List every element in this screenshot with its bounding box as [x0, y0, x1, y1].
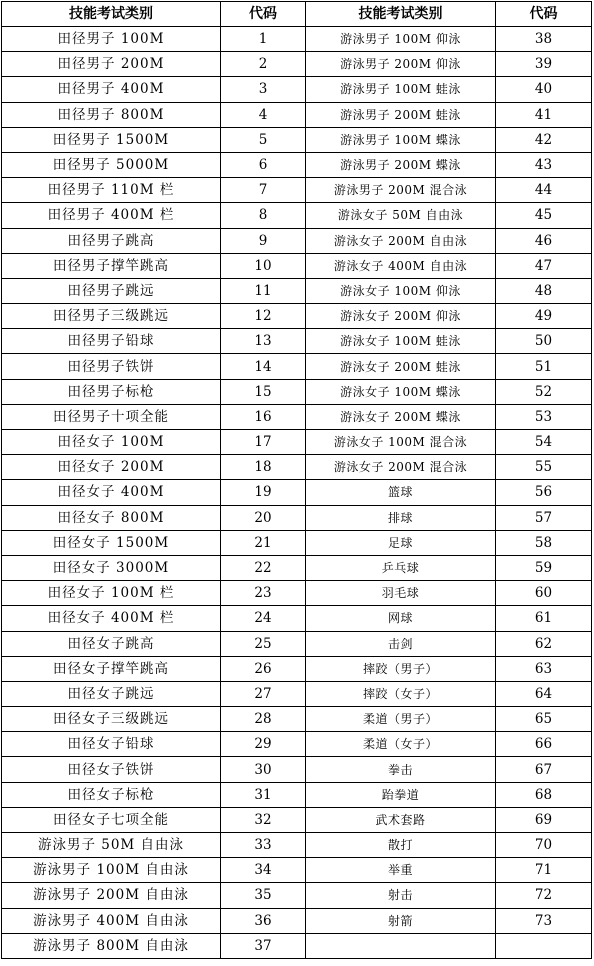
- category-cell-right: 游泳男子 100M 蝶泳: [306, 127, 496, 152]
- table-row: [2, 178, 592, 203]
- category-cell-left: 田径男子 100M: [2, 27, 221, 52]
- code-cell-right: [496, 933, 592, 958]
- code-cell-right: 54: [496, 430, 592, 455]
- code-cell-right: 40: [496, 77, 592, 102]
- code-cell-right: 52: [496, 379, 592, 404]
- code-cell-right: 51: [496, 354, 592, 379]
- category-cell-left: 田径男子三级跳远: [2, 304, 221, 329]
- table-row: [2, 757, 592, 782]
- table-row: [2, 455, 592, 480]
- category-cell-right: 击剑: [306, 631, 496, 656]
- category-cell-right: 柔道（男子）: [306, 707, 496, 732]
- code-cell-left: 32: [221, 807, 306, 832]
- code-cell-left: 12: [221, 304, 306, 329]
- code-cell-left: 29: [221, 732, 306, 757]
- code-cell-right: 71: [496, 858, 592, 883]
- code-cell-left: 2: [221, 52, 306, 77]
- category-cell-left: 田径女子标枪: [2, 782, 221, 807]
- code-cell-left: 37: [221, 933, 306, 958]
- table-row: [2, 858, 592, 883]
- header-code-right: 代码: [496, 2, 592, 27]
- code-cell-left: 14: [221, 354, 306, 379]
- category-cell-left: 田径男子 400M: [2, 77, 221, 102]
- table-row: [2, 203, 592, 228]
- code-cell-right: 60: [496, 581, 592, 606]
- table-body: [2, 27, 592, 959]
- code-cell-left: 27: [221, 681, 306, 706]
- code-cell-left: 33: [221, 833, 306, 858]
- table-row: [2, 707, 592, 732]
- code-cell-right: 45: [496, 203, 592, 228]
- category-cell-right: 游泳女子 200M 仰泳: [306, 304, 496, 329]
- category-cell-left: 田径男子十项全能: [2, 404, 221, 429]
- code-cell-left: 1: [221, 27, 306, 52]
- category-cell-right: [306, 933, 496, 958]
- category-cell-left: 田径女子七项全能: [2, 807, 221, 832]
- code-cell-left: 25: [221, 631, 306, 656]
- table-row: [2, 833, 592, 858]
- category-cell-right: 游泳男子 100M 蛙泳: [306, 77, 496, 102]
- table-row: [2, 581, 592, 606]
- code-cell-right: 56: [496, 480, 592, 505]
- code-cell-left: 8: [221, 203, 306, 228]
- table-row: [2, 253, 592, 278]
- category-cell-left: 田径女子 400M 栏: [2, 606, 221, 631]
- code-cell-left: 13: [221, 329, 306, 354]
- code-cell-left: 34: [221, 858, 306, 883]
- table-row: [2, 152, 592, 177]
- table-row: [2, 278, 592, 303]
- category-cell-left: 田径女子铅球: [2, 732, 221, 757]
- table-row: [2, 354, 592, 379]
- code-cell-left: 31: [221, 782, 306, 807]
- code-cell-left: 36: [221, 908, 306, 933]
- code-cell-left: 11: [221, 278, 306, 303]
- category-cell-left: 田径女子 100M: [2, 430, 221, 455]
- category-cell-right: 游泳女子 200M 蝶泳: [306, 404, 496, 429]
- code-cell-right: 64: [496, 681, 592, 706]
- category-cell-left: 田径男子标枪: [2, 379, 221, 404]
- category-cell-right: 举重: [306, 858, 496, 883]
- code-cell-left: 23: [221, 581, 306, 606]
- category-cell-left: 田径男子跳高: [2, 228, 221, 253]
- category-cell-right: 网球: [306, 606, 496, 631]
- category-cell-right: 摔跤（女子）: [306, 681, 496, 706]
- table-row: [2, 732, 592, 757]
- category-cell-left: 田径男子铁饼: [2, 354, 221, 379]
- category-cell-left: 田径男子撑竿跳高: [2, 253, 221, 278]
- category-cell-right: 游泳女子 100M 蛙泳: [306, 329, 496, 354]
- code-cell-left: 22: [221, 555, 306, 580]
- category-cell-left: 田径女子撑竿跳高: [2, 656, 221, 681]
- category-cell-right: 游泳女子 100M 仰泳: [306, 278, 496, 303]
- code-cell-right: 38: [496, 27, 592, 52]
- category-cell-left: 田径女子跳高: [2, 631, 221, 656]
- header-category-left: 技能考试类别: [2, 2, 221, 27]
- category-cell-right: 游泳女子 100M 混合泳: [306, 430, 496, 455]
- code-cell-left: 6: [221, 152, 306, 177]
- code-cell-right: 46: [496, 228, 592, 253]
- category-cell-left: 田径男子 1500M: [2, 127, 221, 152]
- code-cell-right: 39: [496, 52, 592, 77]
- category-cell-right: 武术套路: [306, 807, 496, 832]
- table-row: [2, 304, 592, 329]
- category-cell-right: 篮球: [306, 480, 496, 505]
- table-row: [2, 52, 592, 77]
- category-cell-right: 游泳男子 200M 蛙泳: [306, 102, 496, 127]
- code-cell-right: 72: [496, 883, 592, 908]
- code-cell-left: 3: [221, 77, 306, 102]
- code-cell-left: 17: [221, 430, 306, 455]
- code-cell-right: 49: [496, 304, 592, 329]
- table-row: [2, 807, 592, 832]
- category-cell-right: 跆拳道: [306, 782, 496, 807]
- table-row: [2, 908, 592, 933]
- category-cell-left: 田径女子 3000M: [2, 555, 221, 580]
- code-cell-right: 73: [496, 908, 592, 933]
- code-cell-right: 48: [496, 278, 592, 303]
- table-row: [2, 530, 592, 555]
- category-cell-right: 羽毛球: [306, 581, 496, 606]
- category-cell-right: 游泳男子 200M 仰泳: [306, 52, 496, 77]
- table-row: [2, 27, 592, 52]
- category-cell-left: 田径男子 800M: [2, 102, 221, 127]
- category-cell-right: 游泳男子 100M 仰泳: [306, 27, 496, 52]
- category-cell-left: 田径女子三级跳远: [2, 707, 221, 732]
- category-cell-right: 游泳女子 200M 自由泳: [306, 228, 496, 253]
- table-row: [2, 505, 592, 530]
- table-row: [2, 681, 592, 706]
- table-row: [2, 883, 592, 908]
- header-code-left: 代码: [221, 2, 306, 27]
- category-cell-left: 田径女子 800M: [2, 505, 221, 530]
- code-cell-left: 30: [221, 757, 306, 782]
- category-cell-left: 田径女子 100M 栏: [2, 581, 221, 606]
- category-cell-right: 游泳女子 50M 自由泳: [306, 203, 496, 228]
- code-cell-left: 20: [221, 505, 306, 530]
- category-cell-left: 田径女子 1500M: [2, 530, 221, 555]
- code-cell-left: 21: [221, 530, 306, 555]
- code-cell-left: 28: [221, 707, 306, 732]
- category-cell-left: 田径男子 400M 栏: [2, 203, 221, 228]
- category-cell-right: 足球: [306, 530, 496, 555]
- table-row: [2, 782, 592, 807]
- code-cell-right: 61: [496, 606, 592, 631]
- code-cell-right: 70: [496, 833, 592, 858]
- code-cell-right: 44: [496, 178, 592, 203]
- category-cell-right: 柔道（女子）: [306, 732, 496, 757]
- code-cell-left: 35: [221, 883, 306, 908]
- table-row: [2, 555, 592, 580]
- category-cell-right: 摔跤（男子）: [306, 656, 496, 681]
- table-row: [2, 379, 592, 404]
- category-cell-right: 乒乓球: [306, 555, 496, 580]
- category-cell-left: 田径男子 200M: [2, 52, 221, 77]
- code-cell-right: 50: [496, 329, 592, 354]
- category-cell-left: 田径男子铅球: [2, 329, 221, 354]
- category-cell-right: 游泳女子 400M 自由泳: [306, 253, 496, 278]
- table-row: [2, 127, 592, 152]
- category-cell-left: 田径男子 5000M: [2, 152, 221, 177]
- code-cell-left: 24: [221, 606, 306, 631]
- table-row: [2, 631, 592, 656]
- code-cell-right: 68: [496, 782, 592, 807]
- code-cell-right: 57: [496, 505, 592, 530]
- table-row: [2, 933, 592, 958]
- table-row: [2, 228, 592, 253]
- code-cell-left: 16: [221, 404, 306, 429]
- category-cell-left: 田径女子铁饼: [2, 757, 221, 782]
- category-cell-right: 射击: [306, 883, 496, 908]
- table-row: [2, 656, 592, 681]
- table-row: [2, 480, 592, 505]
- category-cell-left: 田径女子跳远: [2, 681, 221, 706]
- table-row: [2, 329, 592, 354]
- category-cell-left: 游泳男子 50M 自由泳: [2, 833, 221, 858]
- header-category-right: 技能考试类别: [306, 2, 496, 27]
- category-cell-left: 游泳男子 200M 自由泳: [2, 883, 221, 908]
- category-cell-right: 游泳女子 200M 蛙泳: [306, 354, 496, 379]
- code-cell-left: 9: [221, 228, 306, 253]
- code-cell-left: 5: [221, 127, 306, 152]
- code-cell-right: 58: [496, 530, 592, 555]
- code-cell-left: 7: [221, 178, 306, 203]
- category-cell-right: 排球: [306, 505, 496, 530]
- category-cell-left: 游泳男子 400M 自由泳: [2, 908, 221, 933]
- exam-category-table: [1, 1, 592, 959]
- table-header-row: [2, 2, 592, 27]
- category-cell-left: 田径男子跳远: [2, 278, 221, 303]
- code-cell-right: 59: [496, 555, 592, 580]
- code-cell-right: 47: [496, 253, 592, 278]
- code-cell-right: 62: [496, 631, 592, 656]
- code-cell-left: 18: [221, 455, 306, 480]
- category-cell-left: 田径男子 110M 栏: [2, 178, 221, 203]
- code-cell-right: 69: [496, 807, 592, 832]
- category-cell-right: 游泳男子 200M 蝶泳: [306, 152, 496, 177]
- category-cell-left: 田径女子 400M: [2, 480, 221, 505]
- code-cell-left: 4: [221, 102, 306, 127]
- table-row: [2, 102, 592, 127]
- category-cell-left: 游泳男子 800M 自由泳: [2, 933, 221, 958]
- table-row: [2, 404, 592, 429]
- category-cell-right: 游泳女子 200M 混合泳: [306, 455, 496, 480]
- table-row: [2, 606, 592, 631]
- category-cell-left: 游泳男子 100M 自由泳: [2, 858, 221, 883]
- code-cell-right: 41: [496, 102, 592, 127]
- category-cell-right: 游泳女子 100M 蝶泳: [306, 379, 496, 404]
- code-cell-right: 42: [496, 127, 592, 152]
- category-cell-right: 散打: [306, 833, 496, 858]
- table-row: [2, 77, 592, 102]
- code-cell-right: 55: [496, 455, 592, 480]
- code-cell-right: 67: [496, 757, 592, 782]
- code-cell-right: 63: [496, 656, 592, 681]
- code-cell-left: 15: [221, 379, 306, 404]
- category-cell-left: 田径女子 200M: [2, 455, 221, 480]
- code-cell-left: 10: [221, 253, 306, 278]
- table-row: [2, 430, 592, 455]
- code-cell-left: 26: [221, 656, 306, 681]
- category-cell-right: 拳击: [306, 757, 496, 782]
- code-cell-right: 53: [496, 404, 592, 429]
- code-cell-right: 66: [496, 732, 592, 757]
- category-cell-right: 射箭: [306, 908, 496, 933]
- category-cell-right: 游泳男子 200M 混合泳: [306, 178, 496, 203]
- code-cell-left: 19: [221, 480, 306, 505]
- code-cell-right: 65: [496, 707, 592, 732]
- code-cell-right: 43: [496, 152, 592, 177]
